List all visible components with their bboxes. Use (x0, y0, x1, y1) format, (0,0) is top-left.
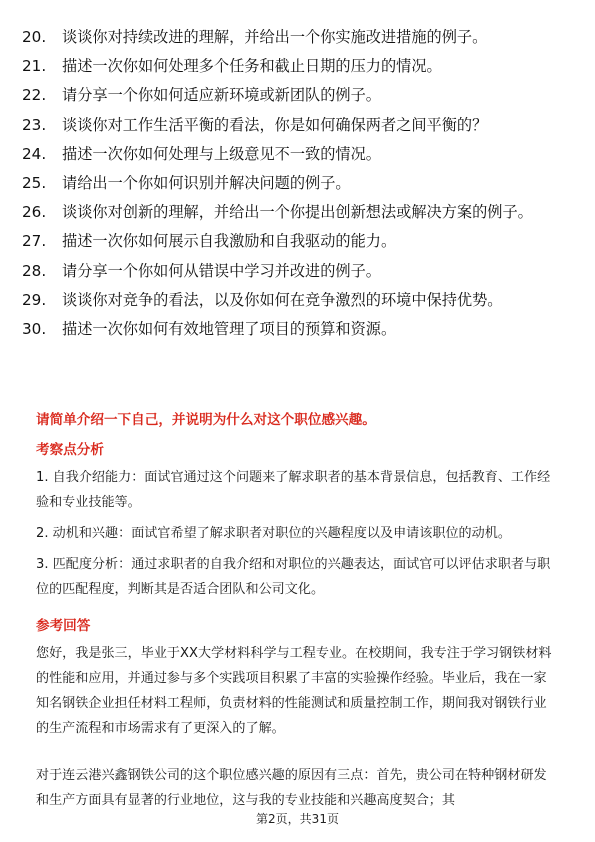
question-item-22 (22, 83, 574, 108)
analysis-point-1: 1. 自我介绍能力：面试官通过这个问题来了解求职者的基本背景信息，包括教育、工作经验和专业技能等。 (36, 470, 551, 510)
analysis-title: 考察点分析 (36, 442, 104, 458)
question-text: 请分享一个你如何从错误中学习并改进的例子。 (62, 261, 381, 280)
question-text: 谈谈你对创新的理解，并给出一个你提出创新想法或解决方案的例子。 (62, 203, 533, 222)
question-number: 23. (22, 115, 47, 134)
question-number: 28. (22, 261, 47, 280)
question-text: 描述一次你如何有效地管理了项目的预算和资源。 (62, 319, 397, 338)
question-number: 22. (22, 86, 47, 105)
question-item-27 (22, 229, 574, 254)
question-number: 30. (22, 319, 47, 338)
question-text: 描述一次你如何处理与上级意见不一致的情况。 (62, 144, 381, 163)
question-text: 请分享一个你如何适应新环境或新团队的例子。 (62, 86, 381, 105)
current-question-heading: 请简单介绍一下自己，并说明为什么对这个职位感兴趣。 (36, 412, 376, 428)
question-item-25 (22, 171, 574, 196)
question-item-30 (22, 317, 574, 342)
question-text: 谈谈你对竞争的看法，以及你如何在竞争激烈的环境中保持优势。 (62, 290, 503, 309)
question-text: 请给出一个你如何识别并解决问题的例子。 (62, 173, 351, 192)
analysis-point-3: 3. 匹配度分析：通过求职者的自我介绍和对职位的兴趣表达，面试官可以评估求职者与职位的匹配程度，判断其是否适合团队和公司文化。 (36, 557, 551, 597)
question-item-24 (22, 142, 574, 167)
question-text: 描述一次你如何处理多个任务和截止日期的压力的情况。 (62, 57, 442, 76)
answer-title: 参考回答 (36, 618, 91, 634)
answer-paragraph-2: 对于连云港兴鑫钢铁公司的这个职位感兴趣的原因有三点：首先，贵公司在特种钢材研发和生产方面具有显著的行业地位，这与我的专业技能和兴趣高度契合；其 (36, 768, 547, 808)
question-number: 29. (22, 290, 47, 309)
question-item-20 (22, 25, 574, 50)
question-number: 20. (22, 28, 47, 46)
question-item-26 (22, 200, 574, 225)
analysis-point-2: 2. 动机和兴趣：面试官希望了解求职者对职位的兴趣程度以及申请该职位的动机。 (36, 526, 511, 541)
question-number: 26. (22, 203, 47, 222)
question-item-29 (22, 288, 574, 313)
question-item-23 (22, 113, 574, 138)
question-item-28 (22, 259, 574, 284)
question-number: 24. (22, 144, 47, 163)
question-list (22, 25, 574, 346)
answer-paragraph-1: 您好，我是张三，毕业于XX大学材料科学与工程专业。在校期间，我专注于学习钢铁材料的性能和应用，并通过参与多个实践项目积累了丰富的实验操作经验。毕业后，我在一家知名钢铁企业担任材料工程师，负责材料的性能测试和质量控制工作，期间我对钢铁行业的生产流程和市场需求有了更深入的了解。 (36, 646, 552, 736)
question-item-21 (22, 54, 574, 79)
question-number: 27. (22, 232, 47, 251)
question-text: 谈谈你对持续改进的理解，并给出一个你实施改进措施的例子。 (62, 28, 488, 46)
page-footer: 第2页，共31页 (256, 812, 339, 826)
question-text: 谈谈你对工作生活平衡的看法，你是如何确保两者之间平衡的？ (62, 115, 488, 134)
question-number: 21. (22, 57, 47, 76)
question-text: 描述一次你如何展示自我激励和自我驱动的能力。 (62, 232, 397, 251)
question-number: 25. (22, 173, 47, 192)
